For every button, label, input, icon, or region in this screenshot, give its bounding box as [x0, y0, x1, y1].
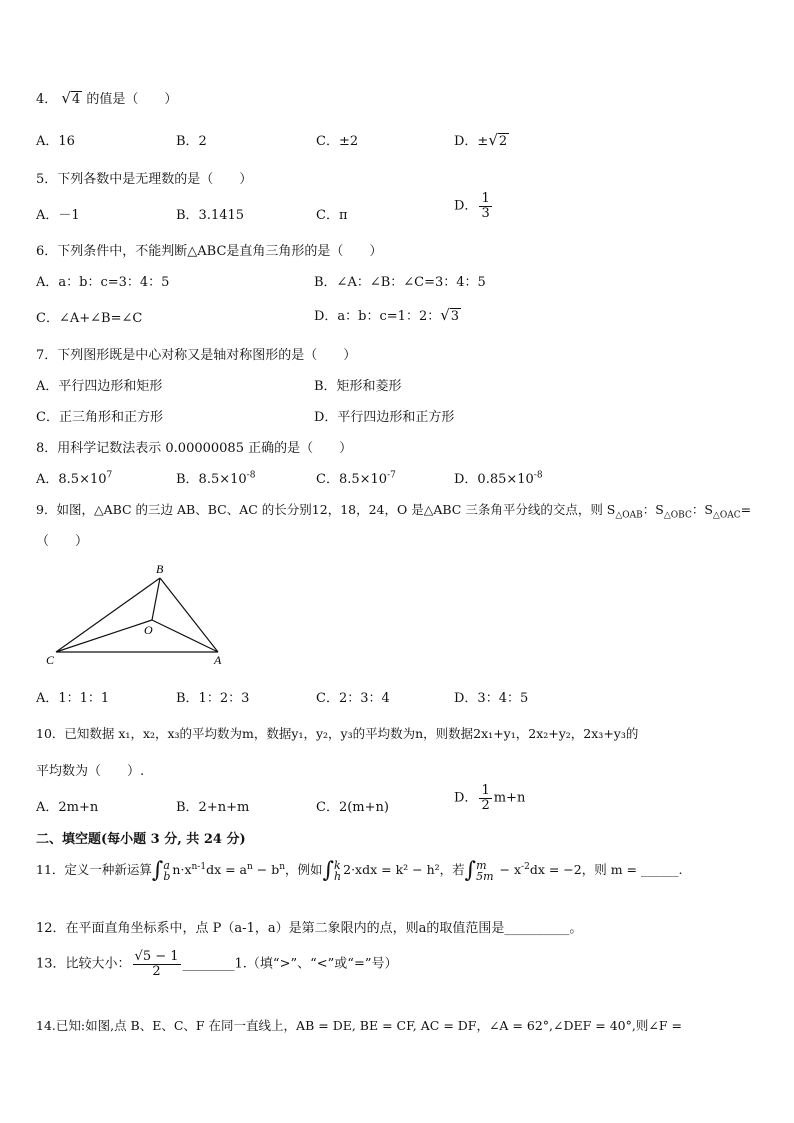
question-8: 8．用科学记数法表示 0.00000085 正确的是（ ）	[36, 441, 353, 456]
q10-option-d[interactable]: D． $\frac{1}{2}$ m+n	[454, 783, 526, 813]
question-9-blank: （ ）	[36, 534, 89, 549]
section-heading: 二、填空题(每小题 3 分, 共 24 分)	[36, 832, 246, 847]
q5-option-c[interactable]: C．π	[316, 208, 348, 223]
q10-option-b[interactable]: B．2+n+m	[176, 800, 250, 815]
q6-option-a[interactable]: A．a：b：c=3：4：5	[36, 275, 170, 290]
question-12: 12．在平面直角坐标系中，点 P（a-1，a）是第二象限内的点，则a的取值范围是__________。	[36, 921, 583, 936]
q5-option-d[interactable]: D． $\frac{1}{3}$	[454, 191, 490, 221]
fraction: $\frac{√5 - 1}{2}$	[134, 949, 179, 979]
label-c: C	[46, 653, 55, 667]
sqrt-expression: √4	[61, 89, 81, 107]
q8-option-d[interactable]: D．$0.85\times 10^{-8}$	[454, 470, 543, 487]
label-b: B	[156, 562, 164, 576]
side-cb	[56, 578, 160, 652]
q10-option-a[interactable]: A．2m+n	[36, 800, 99, 815]
label-a: A	[214, 653, 222, 667]
q5-option-a[interactable]: A．－1	[36, 208, 80, 223]
q8-option-b[interactable]: B．$8.5\times 10^{-8}$	[176, 470, 256, 487]
q4-option-d[interactable]: D．±√2	[454, 131, 508, 149]
question-11: 11．定义一种新运算∫ a b $n\cdot x^{n-1}dx = a^n - b^n$，例如∫ k h 2·xdx = k² − h²，若∫ m 5m − $x^{-2}dx = -2$，则 m = ______.	[36, 858, 683, 883]
q7-option-a[interactable]: A．平行四边形和矩形	[36, 379, 163, 394]
bisector-bo	[152, 578, 160, 620]
q4-option-a[interactable]: A．16	[36, 134, 75, 149]
question-6: 6．下列条件中，不能判断△ABC是直角三角形的是（ ）	[36, 244, 383, 259]
q6-option-d[interactable]: D．a：b：c=1：2：√3	[314, 306, 460, 324]
q9-option-d[interactable]: D．3：4：5	[454, 691, 529, 706]
side-ba	[160, 578, 218, 652]
question-10-line2: 平均数为（ ）.	[36, 764, 145, 779]
q8-option-a[interactable]: A．$8.5\times 10^7$	[36, 470, 113, 487]
triangle-figure	[40, 560, 240, 670]
question-number: 4．	[36, 92, 58, 107]
q7-option-c[interactable]: C．正三角形和正方形	[36, 410, 163, 425]
integral-icon: ∫	[322, 858, 335, 883]
bisector-co	[56, 620, 152, 652]
question-4: 4． √4 的值是（ ）	[36, 89, 178, 107]
q4-option-c[interactable]: C．±2	[316, 134, 359, 149]
q6-option-c[interactable]: C．∠A+∠B=∠C	[36, 311, 143, 326]
label-o: O	[144, 623, 153, 637]
q9-option-b[interactable]: B．1：2：3	[176, 691, 250, 706]
question-5: 5．下列各数中是无理数的是（ ）	[36, 172, 253, 187]
q8-option-c[interactable]: C．$8.5\times 10^{-7}$	[316, 470, 396, 487]
q5-option-b[interactable]: B．3.1415	[176, 208, 245, 223]
q6-option-b[interactable]: B．∠A：∠B：∠C=3：4：5	[314, 275, 486, 290]
question-9: 9．如图，△ABC 的三边 AB、BC、AC 的长分别12，18，24，O 是△ABC 三条角平分线的交点，则 $S_{\triangle OAB}$：$S_{\triangle OBC}$：$S_{\triangle OAC}=$	[36, 502, 752, 521]
q9-option-c[interactable]: C．2：3：4	[316, 691, 390, 706]
q10-option-c[interactable]: C．2(m+n)	[316, 800, 389, 815]
q7-option-b[interactable]: B．矩形和菱形	[314, 379, 402, 394]
q4-option-b[interactable]: B．2	[176, 134, 207, 149]
question-13: 13．比较大小： $\frac{√5 - 1}{2}$ ________1.（填“>”、“<”或“=”号）	[36, 949, 398, 979]
integral-icon: ∫	[464, 858, 477, 883]
question-10: 10．已知数据 x₁，x₂，x₃的平均数为m，数据y₁，y₂，y₃的平均数为n，则数据2x₁+y₁，2x₂+y₂，2x₃+y₃的	[36, 726, 639, 741]
question-7: 7．下列图形既是中心对称又是轴对称图形的是（ ）	[36, 348, 357, 363]
q9-option-a[interactable]: A．1：1：1	[36, 691, 110, 706]
bisector-ao	[152, 620, 218, 652]
question-14: 14.已知:如图,点 B、E、C、F 在同一直线上，AB = DE, BE = CF, AC = DF，∠A = 62°,∠DEF = 40°,则∠F =	[36, 1018, 682, 1033]
q7-option-d[interactable]: D．平行四边形和正方形	[314, 410, 455, 425]
integral-icon: ∫	[151, 858, 164, 883]
